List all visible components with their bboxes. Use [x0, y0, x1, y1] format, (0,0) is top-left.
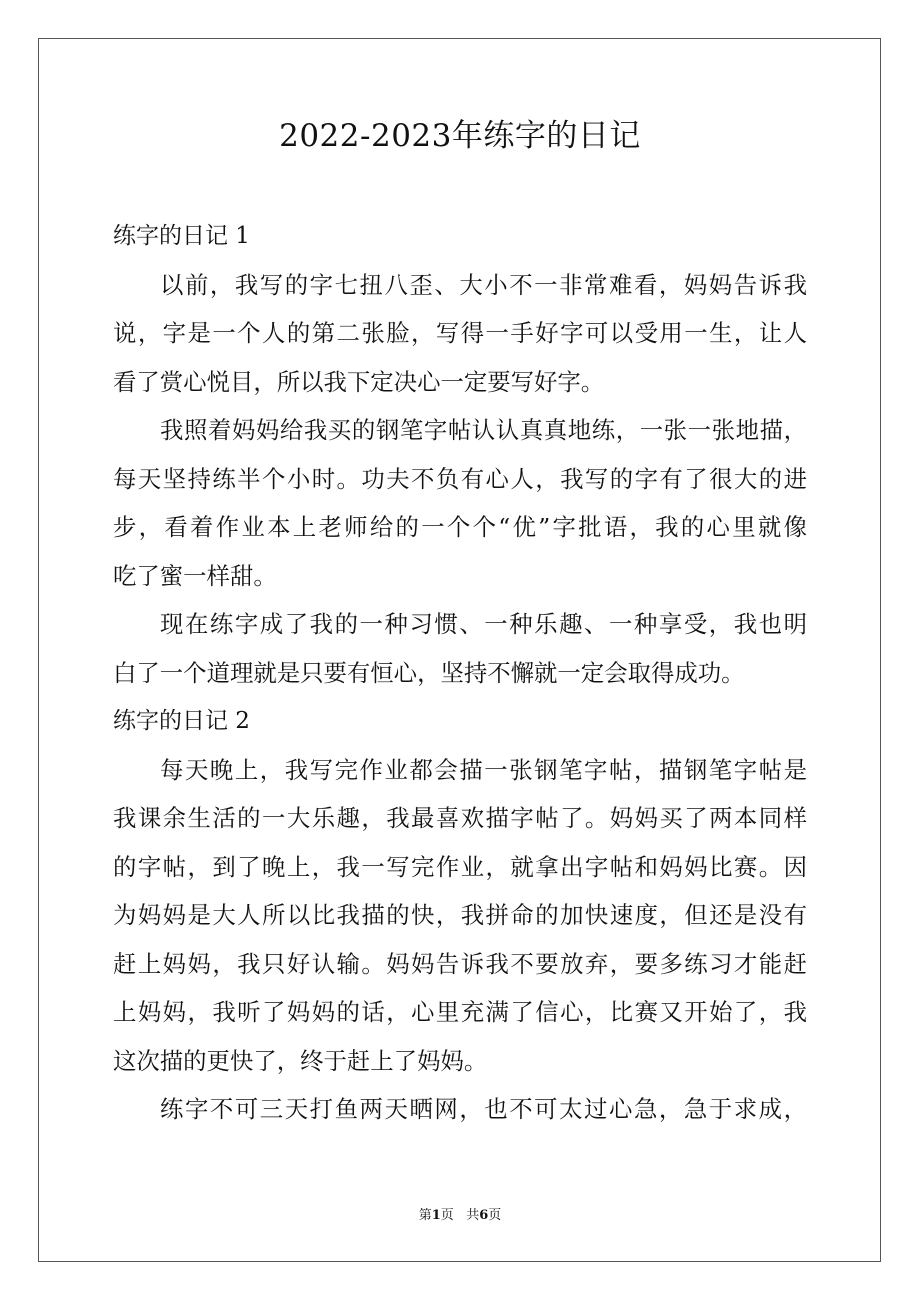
- document-body: [113, 212, 807, 1134]
- section-heading: 练字的日记 2: [113, 708, 250, 734]
- footer-total-pages: 6: [479, 1208, 489, 1223]
- paragraph-line: 说，字是一个人的第二张脸，写得一手好字可以受用一生，让人: [113, 319, 807, 347]
- footer-total-prefix: 共: [466, 1208, 480, 1223]
- paragraph-line: 为妈妈是大人所以比我描的快，我拼命的加快速度，但还是没有: [113, 901, 807, 929]
- paragraph-line: 每天坚持练半个小时。功夫不负有心人，我写的字有了很大的进: [113, 464, 807, 493]
- paragraph-line: 现在练字成了我的一种习惯、一种乐趣、一种享受，我也明: [160, 610, 807, 638]
- paragraph-line: 上妈妈，我听了妈妈的话，心里充满了信心，比赛又开始了，我: [113, 998, 807, 1026]
- paragraph-line: 赶上妈妈，我只好认输。妈妈告诉我不要放弃，要多练习才能赶: [113, 949, 807, 978]
- paragraph-line: 吃了蜜一样甜。: [113, 561, 277, 590]
- paragraph-line: 我课余生活的一大乐趣，我最喜欢描字帖了。妈妈买了两本同样: [113, 804, 807, 832]
- paragraph-line: 的字帖，到了晚上，我一写完作业，就拿出字帖和妈妈比赛。因: [113, 852, 807, 881]
- paragraph-line: 白了一个道理就是只要有恒心，坚持不懈就一定会取得成功。: [113, 658, 745, 687]
- paragraph-line: 练字不可三天打鱼两天晒网，也不可太过心急，急于求成，: [160, 1095, 807, 1123]
- paragraph-line: 看了赏心悦目，所以我下定决心一定要写好字。: [113, 367, 605, 396]
- document-title: 2022-2023年练字的日记: [279, 118, 641, 154]
- footer-page-number: 1: [431, 1208, 441, 1223]
- paragraph-line: 每天晚上，我写完作业都会描一张钢笔字帖，描钢笔字帖是: [160, 755, 807, 784]
- paragraph-line: 步，看着作业本上老师给的一个个“优”字批语，我的心里就像: [113, 513, 807, 541]
- footer-total-suffix: 页: [488, 1208, 502, 1223]
- footer-prefix: 第: [418, 1208, 432, 1223]
- section-heading: 练字的日记 1: [113, 223, 250, 249]
- paragraph-line: 以前，我写的字七扭八歪、大小不一非常难看，妈妈告诉我: [160, 270, 807, 299]
- footer-page-suffix: 页: [440, 1208, 454, 1223]
- paragraph-line: 这次描的更快了，终于赶上了妈妈。: [113, 1046, 488, 1075]
- paragraph-line: 我照着妈妈给我买的钢笔字帖认认真真地练，一张一张地描，: [160, 416, 807, 444]
- page-footer: [0, 1206, 920, 1226]
